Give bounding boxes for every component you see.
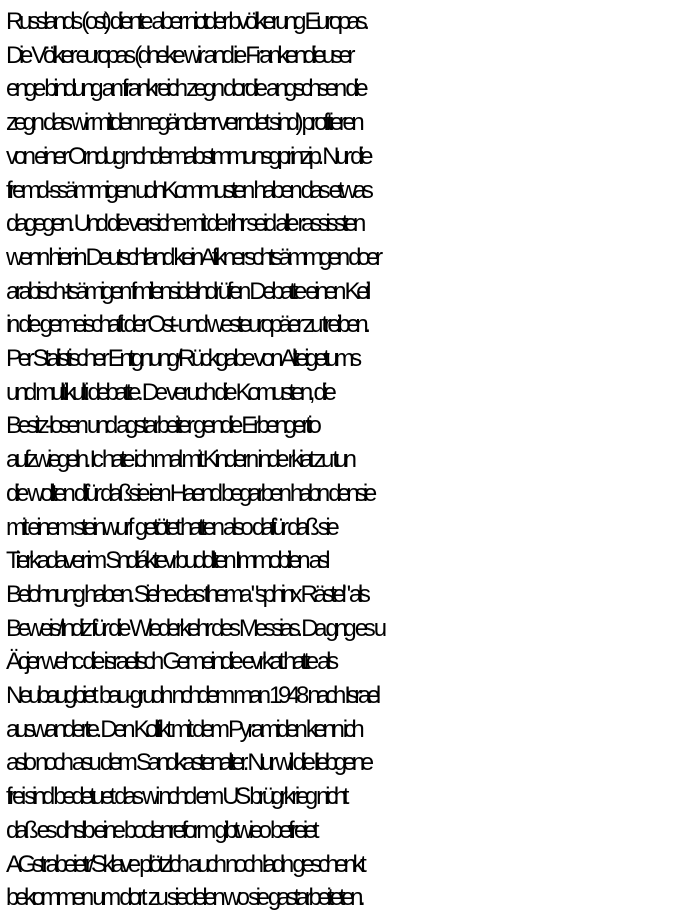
document-text	[6, 5, 684, 915]
text-line: auswanderte. Den Kolfikt mit dem Pyramiden kenn ich	[6, 715, 361, 743]
text-line: und multikulti debatte. De veruch die Komusten, die	[6, 378, 333, 406]
text-line: arabisch-tsämigen fmilensidelndrüfen Debatte einen Keil	[6, 277, 368, 305]
text-line: dagegen. Und die versiche mit de rihr seid alle rassissten	[6, 210, 363, 238]
text-line: aslo noch asu dem Sandkastenalter. Nur wil die liebgene	[6, 749, 370, 777]
text-line: Belohnung haben. Siehe das thema "sphinx Rästel" als	[6, 580, 367, 608]
text-line: die wollten dfür daßsie ien Haend begarben habn densie	[6, 479, 373, 507]
text-line: in die gemeischaft der Ost- und westeuropäer zu treiben.	[6, 311, 367, 339]
text-line: Die Völker europas (dneke wir and ie Frankendieuser	[6, 41, 352, 69]
text-line: Äcjer wehc die israelisch Gemeindie evrkat hatte als	[6, 648, 335, 676]
text-line: AGstrabeietr/Sklave plötzlch auch noch ladn geschenkt	[6, 850, 363, 878]
text-line: bekommen um dort zu siedelen wo sie gastarbeiteten.	[6, 884, 362, 912]
text-line: zegn das wir mitden negändenr verndet sind) profitieren	[6, 109, 361, 137]
text-line: daß es dhslb eine bodenreform gibtwieo befreiet	[6, 816, 316, 844]
text-line: frei sind bedetuet das wi nchd em US brügrkrieg nicht	[6, 783, 346, 811]
text-line: Beweis/Indiz für die Wiederkehr des Messias. Da gng es u	[6, 614, 383, 642]
text-line: Russlands (ost) diente aber nictder bvölkerung Europas.	[6, 8, 366, 35]
text-line: Tierkadaver im Sndláktevrbuddlten Immobilen asl	[6, 547, 327, 575]
text-line: wenn hier in Deutschland keinAfiknerschtsämmgen doer	[6, 243, 379, 271]
text-line: Neubaugbiet bau-grudn nchdem man 1948 nach Israel	[6, 682, 377, 710]
text-line: fremd-ssämmigen udnKommusten haben das etwas	[6, 176, 370, 204]
text-line: Per Stalistischer Entgnung/Rückgabe von Alteigetums	[6, 345, 358, 373]
text-line: Besitz-losen und agstarbeiter gendie Erbengertio	[6, 412, 318, 440]
text-line: von einer Orndug nchdemabstmmunsgprinzip. Nur die	[6, 142, 370, 170]
text-line: mit einem steinwurf getötet hatten also dafür daß sie	[6, 513, 336, 541]
text-line: aufzwiegeln. Ic hate ich mal mit Kindern inde rkiat zu tun	[6, 446, 353, 474]
text-line: enge bindung an frankreich zegn dordie angschsen die	[6, 75, 365, 103]
